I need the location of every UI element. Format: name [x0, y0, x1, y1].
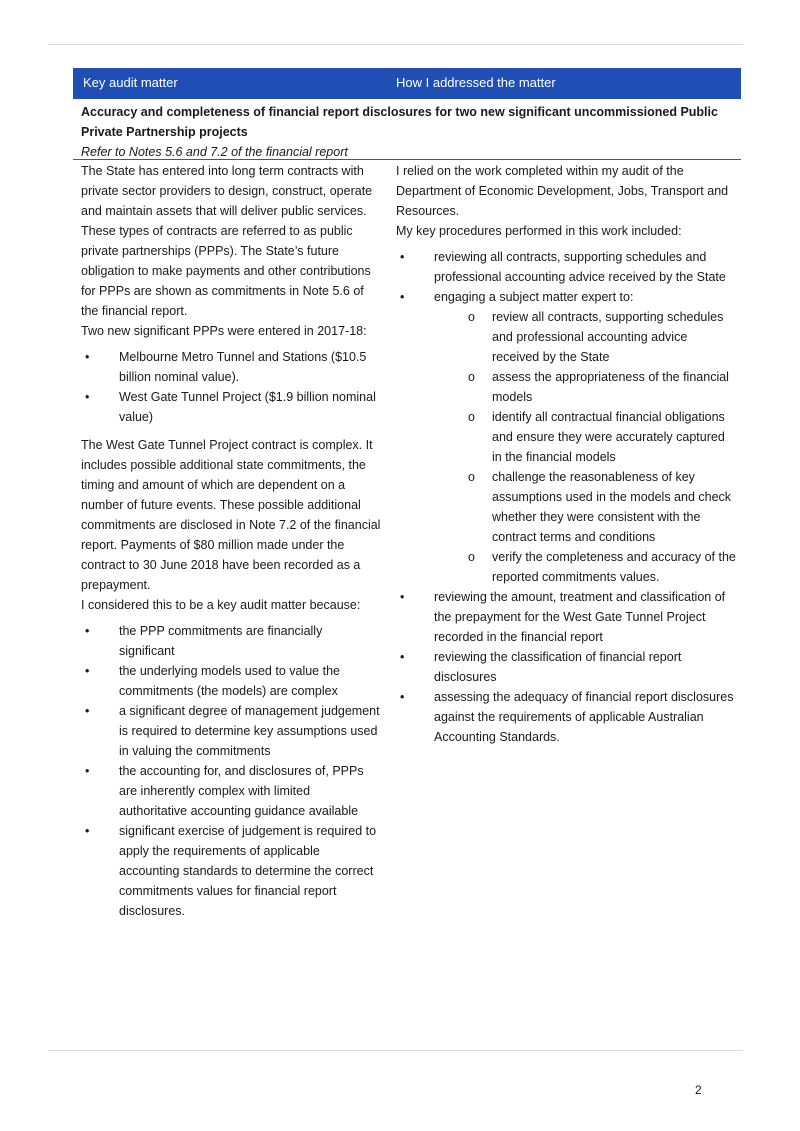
- header-how-addressed: How I addressed the matter: [396, 75, 556, 90]
- header-key-audit-matter: Key audit matter: [83, 75, 178, 90]
- paragraph: I considered this to be a key audit matter because:: [81, 598, 361, 612]
- paragraph: I relied on the work completed within my audit of the Department of Economic Development, Jobs, Transport and Resources.: [396, 164, 729, 218]
- heading-divider: [73, 159, 741, 160]
- bullet-icon: •: [400, 650, 405, 664]
- paragraph: The State has entered into long term contracts with private sector providers to design, construct, operate and maintain assets that will deliver public services. These types of contracts are referred to as public private partnerships (PPPs). The State’s future obligation to make payments and other contributions for PPPs are shown as commitments in Note 5.6 of the financial report.: [81, 164, 373, 318]
- sub-list-item: [396, 367, 736, 407]
- bullet-icon: •: [400, 290, 405, 304]
- list-item: [81, 661, 381, 701]
- sub-bullet-icon: o: [468, 370, 475, 384]
- matter-reference: Refer to Notes 5.6 and 7.2 of the financial report: [81, 145, 348, 159]
- list-item-text: the underlying models used to value the commitments (the models) are complex: [119, 664, 340, 698]
- bullet-icon: •: [85, 824, 90, 838]
- sub-bullet-icon: o: [468, 410, 475, 424]
- list-item-text: verify the completeness and accuracy of the reported commitments values.: [492, 550, 736, 584]
- list-item: [81, 701, 381, 761]
- sub-bullet-icon: o: [468, 470, 475, 484]
- list-item-text: significant exercise of judgement is required to apply the requirements of applicable accounting standards to determine the correct commitments values for financial report disclosures.: [119, 824, 377, 918]
- bullet-icon: •: [85, 704, 90, 718]
- list-item: [396, 247, 736, 287]
- list-item: [81, 387, 381, 427]
- bullet-icon: •: [85, 390, 90, 404]
- expert-tasks-list: [434, 307, 736, 587]
- list-item: [396, 647, 736, 687]
- list-item-text: West Gate Tunnel Project ($1.9 billion nominal value): [119, 390, 376, 424]
- list-item: [81, 621, 381, 661]
- matter-heading: [81, 102, 731, 162]
- footer-divider: [48, 1050, 743, 1051]
- list-item-text: a significant degree of management judgement is required to determine key assumptions used in valuing the commitments: [119, 704, 380, 758]
- how-addressed-column: [396, 161, 736, 747]
- list-item: [81, 347, 381, 387]
- list-item-text: assess the appropriateness of the financial models: [492, 370, 729, 404]
- bullet-icon: •: [85, 350, 90, 364]
- list-item-text: the PPP commitments are financially significant: [119, 624, 323, 658]
- bullet-icon: •: [400, 250, 405, 264]
- matter-title: Accuracy and completeness of financial report disclosures for two new significant uncommissioned Public Private Partnership projects: [81, 105, 718, 139]
- list-item: [396, 687, 736, 747]
- list-item-text: Melbourne Metro Tunnel and Stations ($10.5 billion nominal value).: [119, 350, 367, 384]
- list-item-text: review all contracts, supporting schedules and professional accounting advice received by the State: [492, 310, 724, 364]
- list-item-text: identify all contractual financial obligations and ensure they were accurately captured in the financial models: [492, 410, 725, 464]
- procedures-list: [396, 247, 736, 747]
- bullet-icon: •: [85, 764, 90, 778]
- sub-bullet-icon: o: [468, 550, 475, 564]
- sub-list-item: [396, 407, 736, 467]
- paragraph: Two new significant PPPs were entered in 2017-18:: [81, 324, 367, 338]
- list-item: [81, 761, 381, 821]
- list-item: [81, 821, 381, 921]
- projects-list: [81, 347, 381, 427]
- bullet-icon: •: [400, 690, 405, 704]
- list-item-text: assessing the adequacy of financial report disclosures against the requirements of applicable Australian Accounting Standards.: [434, 690, 734, 744]
- key-audit-matter-column: [81, 161, 381, 921]
- sub-list-item: [396, 467, 736, 547]
- top-divider: [48, 44, 743, 45]
- list-item: [396, 287, 736, 587]
- page-number: 2: [695, 1083, 702, 1097]
- sub-list-item: [396, 547, 736, 587]
- list-item-text: engaging a subject matter expert to:: [434, 290, 634, 304]
- reasons-list: [81, 621, 381, 921]
- list-item-text: reviewing the classification of financial report disclosures: [434, 650, 682, 684]
- list-item-text: challenge the reasonableness of key assumptions used in the models and check whether they were consistent with the contract terms and conditions: [492, 470, 732, 544]
- sub-list-item: [396, 307, 736, 367]
- paragraph: My key procedures performed in this work included:: [396, 224, 682, 238]
- paragraph: The West Gate Tunnel Project contract is complex. It includes possible additional state commitments, the timing and amount of which are dependent on a number of future events. These possible additional commitments are disclosed in Note 7.2 of the financial report. Payments of $80 million made under the contract to 30 June 2018 have been recorded as a prepayment.: [81, 438, 381, 592]
- list-item: [396, 587, 736, 647]
- list-item-text: reviewing all contracts, supporting schedules and professional accounting advice received by the State: [434, 250, 726, 284]
- bullet-icon: •: [400, 590, 405, 604]
- list-item-text: reviewing the amount, treatment and classification of the prepayment for the West Gate Tunnel Project recorded in the financial report: [434, 590, 726, 644]
- list-item-text: the accounting for, and disclosures of, PPPs are inherently complex with limited authoritative accounting guidance available: [119, 764, 364, 818]
- sub-bullet-icon: o: [468, 310, 475, 324]
- bullet-icon: •: [85, 624, 90, 638]
- table-header: [73, 68, 741, 99]
- bullet-icon: •: [85, 664, 90, 678]
